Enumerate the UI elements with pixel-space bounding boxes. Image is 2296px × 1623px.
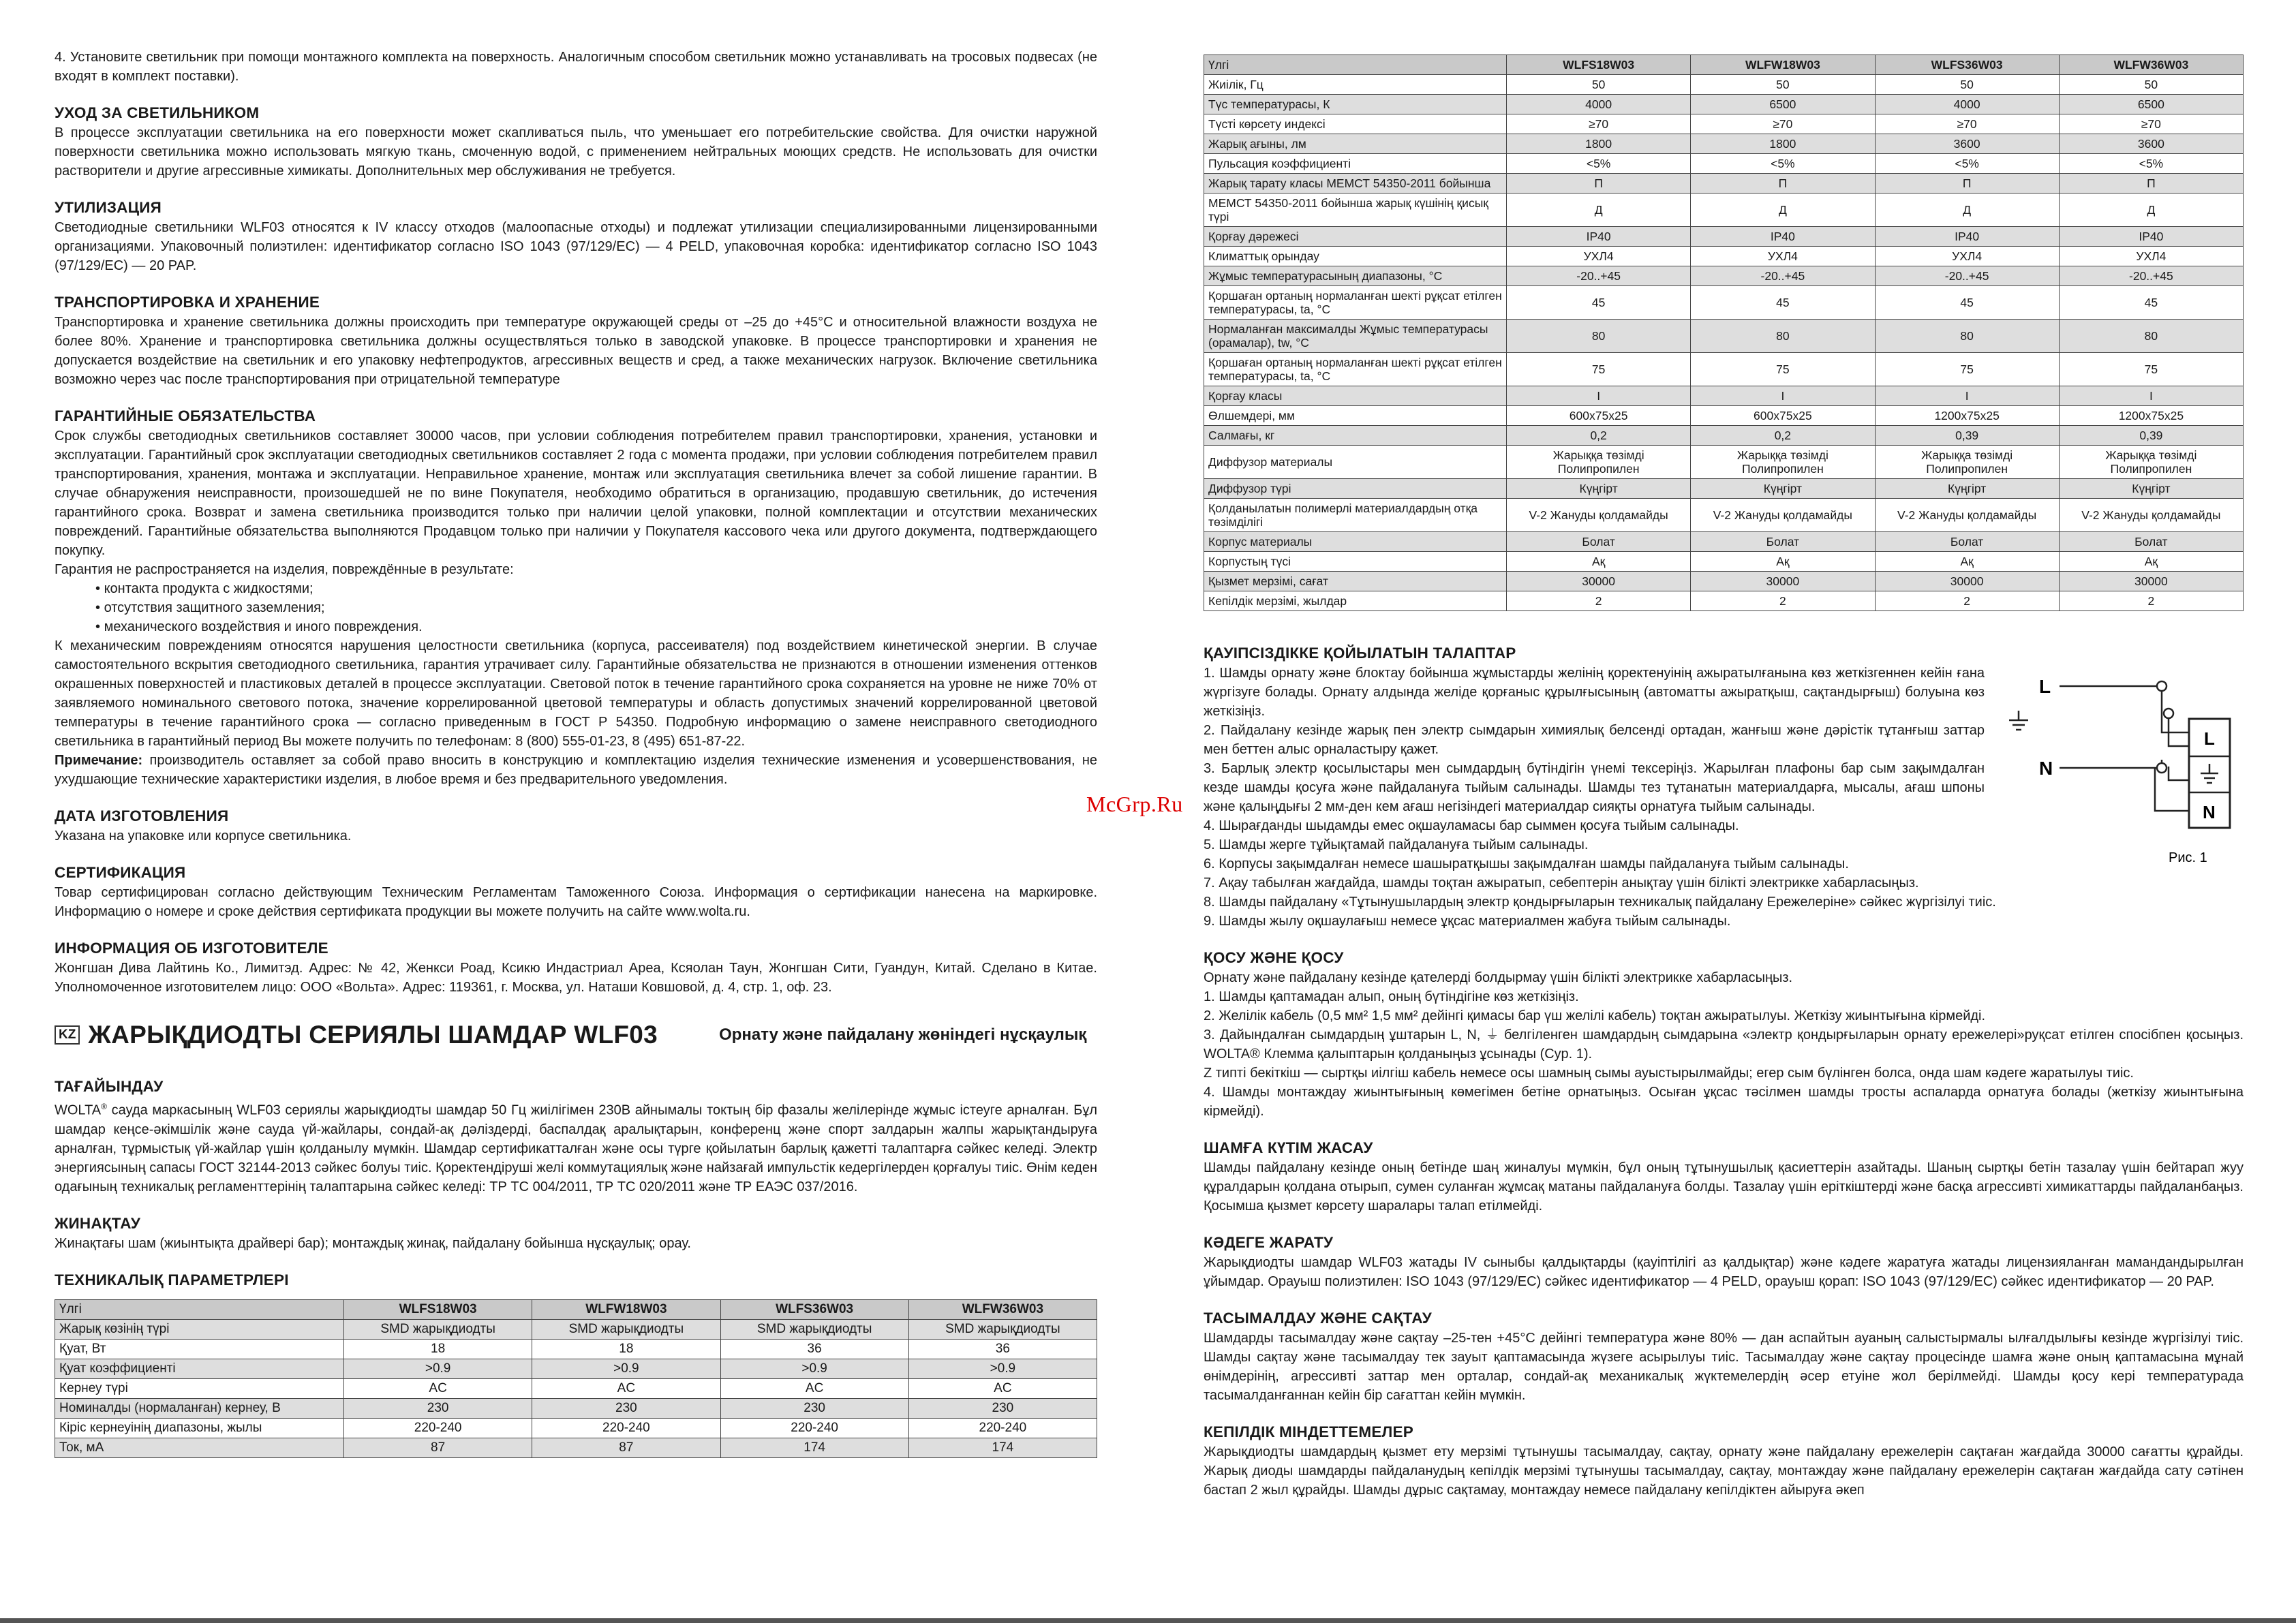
- list-item: Орнату және пайдалану кезінде қателерді болдырмау үшін білікті электрикке хабарласыңыз.: [1204, 970, 1793, 985]
- install-text: 4. Установите светильник при помощи монтажного комплекта на поверхность. Аналогичным способом светильник можно устанавливать на тросовых подвесах (не входят в комплект поставки).: [55, 50, 1097, 84]
- table-cell: 50: [2059, 75, 2243, 95]
- table-cell: Пульсация коэффициенті: [1204, 154, 1507, 174]
- table-cell: П: [1691, 174, 1875, 194]
- table-cell: Жарыққа төзімді Полипропилен: [2059, 446, 2243, 479]
- table-cell: -20..+45: [2059, 266, 2243, 286]
- table-header-row: [1204, 55, 2244, 75]
- watermark: McGrp.Ru: [1086, 792, 1183, 816]
- list-item: 7. Ақау табылған жағдайда, шамды тоқтан ажыратып, себептерін анықтау үшін білікті электрикке хабарласыңыз.: [1204, 876, 1919, 891]
- table-cell: 75: [2059, 353, 2243, 386]
- table-cell: Кернеу түрі: [55, 1378, 344, 1398]
- table-cell: Ақ: [1691, 552, 1875, 572]
- table-cell: SMD жарықдиодты: [720, 1319, 908, 1339]
- table-cell: 30000: [1875, 572, 2059, 591]
- table-cell: Жиілік, Гц: [1204, 75, 1507, 95]
- disposal-section: [55, 198, 1097, 275]
- table-cell: 2: [2059, 591, 2243, 611]
- warranty-text-2: Гарантия не распространяется на изделия, повреждённые в результате:: [55, 562, 514, 577]
- care-text-kz: Шамды пайдалану кезінде оның бетінде шаң жиналуы мүмкін, бұл оның тұтынушылық қасиеттерін азайтады. Шаның сыртқы бетін тазалау үшін бейтарап жуу құралдарын қолдана отырып, сумен суланған жұмсақ матаны пайдалануға болды. Тазалау үшін еріткіштерді және басқа агрессивті химикаттарды пайдаланбаңыз. Қосымша қызмет көрсету шаралары талап етілмейді.: [1204, 1160, 2244, 1214]
- table-cell: Диффузор материалы: [1204, 446, 1507, 479]
- list-item: 4. Шамды монтаждау жиынтығының көмегімен бетіне орнатыңыз. Осыған ұқсас тәсілмен шамды тросты аспаларда орнатуға болады (жеткізу жиынтығына кірмейді).: [1204, 1085, 2244, 1119]
- table-cell: 18: [344, 1339, 532, 1359]
- registered-mark: ®: [101, 1102, 107, 1111]
- wire-lines: [2060, 686, 2189, 811]
- warranty-heading-kz: КЕПІЛДІК МІНДЕТТЕМЕЛЕР: [1204, 1423, 1413, 1440]
- disposal-heading-kz: КӘДЕГЕ ЖАРАТУ: [1204, 1234, 1334, 1251]
- table-cell: Қоршаған ортаның нормаланған шекті рұқсат етілген температурасы, ta, °С: [1204, 353, 1507, 386]
- table-cell: V-2 Жануды қолдамайды: [1691, 499, 1875, 532]
- table-cell: 1800: [1507, 134, 1691, 154]
- manufacture-date-section: [55, 807, 1097, 846]
- table-cell: 220-240: [720, 1418, 908, 1438]
- table-cell: ≥70: [1507, 114, 1691, 134]
- table-cell: 80: [1875, 320, 2059, 353]
- table-cell: WLFW18W03: [532, 1299, 720, 1319]
- table-cell: SMD жарықдиодты: [908, 1319, 1097, 1339]
- table-cell: Климаттық орындау: [1204, 247, 1507, 266]
- tech-section: [55, 1271, 1097, 1458]
- safety-heading: ҚАУІПСІЗДІККЕ ҚОЙЫЛАТЫН ТАЛАПТАР: [1204, 645, 1516, 662]
- table-cell: Қолданылатын полимерлі материалдардың отқа төзімділігі: [1204, 499, 1507, 532]
- table-row: [1204, 266, 2244, 286]
- terminal-n-icon: [2157, 763, 2167, 773]
- table-cell: Жарыққа төзімді Полипропилен: [1507, 446, 1691, 479]
- list-item: 2. Желілік кабель (0,5 мм² 1,5 мм² дейінгі қимасы бар үш желілі кабель) тоқтан ажыратылуы. Жеткізу жиынтығына кірмейді.: [1204, 1008, 1986, 1023]
- table-cell: П: [1875, 174, 2059, 194]
- kz-header: [55, 1020, 1097, 1050]
- table-cell: 45: [1507, 286, 1691, 320]
- table-cell: -20..+45: [1507, 266, 1691, 286]
- table-cell: SMD жарықдиодты: [532, 1319, 720, 1339]
- table-row: [1204, 247, 2244, 266]
- table-cell: 18: [532, 1339, 720, 1359]
- table-cell: I: [1691, 386, 1875, 406]
- table-cell: Қорғау класы: [1204, 386, 1507, 406]
- table-cell: 0,2: [1507, 426, 1691, 446]
- table-cell: Салмағы, кг: [1204, 426, 1507, 446]
- table-cell: Үлгі: [55, 1299, 344, 1319]
- table-cell: I: [1875, 386, 2059, 406]
- table-cell: 3600: [1875, 134, 2059, 154]
- table-cell: 80: [2059, 320, 2243, 353]
- table-cell: WLFW36W03: [908, 1299, 1097, 1319]
- table-cell: Болат: [2059, 532, 2243, 552]
- disposal-heading: УТИЛИЗАЦИЯ: [55, 199, 162, 216]
- table-cell: 30000: [2059, 572, 2243, 591]
- table-cell: WLFS36W03: [1875, 55, 2059, 75]
- table-cell: Ақ: [2059, 552, 2243, 572]
- table-cell: 45: [2059, 286, 2243, 320]
- table-cell: Жарыққа төзімді Полипропилен: [1691, 446, 1875, 479]
- table-cell: SMD жарықдиодты: [344, 1319, 532, 1339]
- table-row: [55, 1418, 1097, 1438]
- note-label: Примечание:: [55, 753, 143, 768]
- table-row: [1204, 174, 2244, 194]
- note-text: производитель оставляет за собой право вносить в конструкцию и комплектацию изделия технические изменения и усовершенствования, не ухудшающие технические характеристики изделия, в любое время и без предварительного уведомления.: [55, 753, 1098, 787]
- transport-text: Транспортировка и хранение светильника должны происходить при температуре окружающей среды от –25 до +45°С и относительной влажности воздуха не более 80%. Хранение и транспортировка светильника должны осуществляться только в заводской упаковке. В процессе транспортировки и хранения не допускается воздействие на светильник и его упаковку нефтепродуктов, агрессивных веществ и сред, а также механических нагрузок. Включение светильника возможно через час после транспортирования при отрицательной температуре: [55, 315, 1097, 387]
- table-cell: Қызмет мерзімі, сағат: [1204, 572, 1507, 591]
- table-cell: Күңгірт: [2059, 479, 2243, 499]
- list-item: • контакта продукта с жидкостями;: [95, 579, 1097, 598]
- table-cell: 45: [1875, 286, 2059, 320]
- warranty-note: [55, 751, 1097, 789]
- manufacture-date-heading: ДАТА ИЗГОТОВЛЕНИЯ: [55, 807, 229, 824]
- table-cell: 50: [1507, 75, 1691, 95]
- table-cell: WLFS36W03: [720, 1299, 908, 1319]
- table-cell: 600x75x25: [1507, 406, 1691, 426]
- kit-text: Жинақтағы шам (жиынтықта драйвері бар); монтаждық жинақ, пайдалану бойынша нұсқаулық; орау.: [55, 1235, 691, 1251]
- warranty-section: [55, 407, 1097, 789]
- table-row: [1204, 479, 2244, 499]
- table-cell: Д: [1507, 194, 1691, 227]
- table-cell: 30000: [1691, 572, 1875, 591]
- disposal-text-kz: Жарықдиодты шамдар WLF03 жатады IV сыныбы қалдықтарды (қауіптілігі аз қалдықтар) және кәдеге жаратуға жатады лицензияланған мамандандырылған ұйымдар. Орауыш полиэтилен: ISO 1043 (97/129/EC) сәйкес идентификатор — 4 PELD, орауыш қорап: ISO 1043 (97/129/EC) сәйкес идентификатор — 20 PAP.: [1204, 1255, 2244, 1289]
- neutral-label: N: [2039, 758, 2053, 779]
- table-cell: УХЛ4: [1691, 247, 1875, 266]
- list-item: 2. Пайдалану кезінде жарық пен электр сымдарын химиялық белсенді ортадан, жанғыш және дәрістік тұтанғыш заттар мен беттен алыс орналастыру қажет.: [1204, 723, 1985, 757]
- table-row: [55, 1339, 1097, 1359]
- list-item: Z типті бекіткіш — сыртқы иілгіш кабель немесе осы шамның сымы ауыстырылмайды; егер сым бүлінген болса, онда шам кәдеге жаратылуы тиіс.: [1204, 1066, 2134, 1081]
- list-item: • отсутствия защитного заземления;: [95, 598, 1097, 617]
- line-label: L: [2039, 676, 2051, 697]
- table-cell: 6500: [2059, 95, 2243, 114]
- table-row: [1204, 572, 2244, 591]
- spec-table: [1204, 55, 2244, 611]
- table-cell: 230: [344, 1398, 532, 1418]
- table-cell: 6500: [1691, 95, 1875, 114]
- table-cell: I: [2059, 386, 2243, 406]
- certification-section: [55, 863, 1097, 921]
- transport-section: [55, 293, 1097, 389]
- connect-section: [1204, 948, 2244, 1121]
- purpose-section: [55, 1077, 1097, 1196]
- language-badge: KZ: [55, 1025, 80, 1045]
- kit-section: [55, 1214, 1097, 1253]
- list-item: 6. Корпусы зақымдалған немесе шашыратқышы зақымдалған шамды пайдалануға тыйым салынады.: [1204, 856, 1849, 871]
- table-cell: I: [1507, 386, 1691, 406]
- transport-text-kz: Шамдарды тасымалдау және сақтау –25-тен +45°С дейінгі температура және 80% — дан аспайтын ауаның салыстырмалы ылғалдылығы кезінде жүргізілуі тиіс. Шамды сақтау және тасымалдау тек зауыт қаптамасында жүзеге асырылуы тиіс. Тасымалдау және сақтау процесінде шамға және оның қаптамасына мұнай өнімдерінің, агрессивті заттар мен орталар, сондай-ақ механикалық жүктемелердің әсер етуіне жол берілмейді. Шамды қосу кері температурада тасымалданғаннан кейін бір сағаттан кейін мүмкін.: [1204, 1331, 2244, 1403]
- table-cell: Жарық ағыны, лм: [1204, 134, 1507, 154]
- list-item: 1. Шамды орнату және блоктау бойынша жұмыстарды желінің қоректенуінің ажыратылғанына көз жеткізгеннен кейін ғана жүргізуге болады. Орнату алдында желіде қорғаныс құрылғысының (автоматты ажыратқыш, сақтандырғыш) болуына көз жеткізіңіз.: [1204, 666, 1985, 719]
- table-cell: WLFW18W03: [1691, 55, 1875, 75]
- table-row: [1204, 227, 2244, 247]
- table-cell: Д: [1691, 194, 1875, 227]
- ground-icon: [2009, 711, 2028, 730]
- list-item: 8. Шамды пайдалану «Тұтынушылардың электр қондырғыларын техникалық пайдалану Ережелеріне» сәйкес жүргізілуі тиіс.: [1204, 895, 1996, 910]
- care-section-kz: [1204, 1139, 2244, 1216]
- table-cell: 230: [908, 1398, 1097, 1418]
- kz-title: ЖАРЫҚДИОДТЫ СЕРИЯЛЫ ШАМДАР WLF03: [88, 1021, 658, 1049]
- certification-text: Товар сертифицирован согласно действующим Техническим Регламентам Таможенного Союза. Информация о сертификации нанесена на маркировке. Информацию о номере и сроке действия сертификата продукции вы можете получить на сайте www.wolta.ru.: [55, 885, 1097, 919]
- table-cell: Жарыққа төзімді Полипропилен: [1875, 446, 2059, 479]
- purpose-heading: ТАҒАЙЫНДАУ: [55, 1078, 164, 1095]
- table-row: [1204, 75, 2244, 95]
- right-column: [1204, 55, 2244, 1517]
- table-cell: -20..+45: [1691, 266, 1875, 286]
- terminal-ground-icon: [2164, 709, 2173, 718]
- table-cell: 75: [1507, 353, 1691, 386]
- warranty-heading: ГАРАНТИЙНЫЕ ОБЯЗАТЕЛЬСТВА: [55, 407, 316, 424]
- table-cell: Қуат, Вт: [55, 1339, 344, 1359]
- table-row: [55, 1398, 1097, 1418]
- table-cell: 1800: [1691, 134, 1875, 154]
- table-row: [55, 1438, 1097, 1457]
- purpose-body: сауда маркасының WLF03 сериялы жарықдиодты шамдар 50 Гц жиілігімен 230В айнымалы токтың бір фазалы желілерінде жұмыс істеуге арналған. Бұл шамдар кеңсе-әкімшілік және сауда үй-жайлары, сондай-ақ дәліздерді, баспалдақ аралықтарын, конференц және спорт залдарын жалпы жарықтандыруға арналған, тұрмыстық үй-жайлар үшін қолданылу мүмкін. Шамдар сертификатталған және осы түрге қойылатын барлық қажетті талаптарға сәйкес келеді. Электр энергиясының сапасы ГОСТ 32144-2013 сәйкес болуы тиіс. Қоректендіруші желі коммутациялық және найзағай импульстік кедергілерден қорғалуы тиіс. Өнім кеден одағының техникалық регламенттерінің талаптарына сәйкес келеді: ТР ТС 004/2011, ТР ТС 020/2011 және ТР ЕАЭС 037/2016.: [55, 1102, 1097, 1194]
- table-cell: Жарық көзінің түрі: [55, 1319, 344, 1339]
- table-cell: УХЛ4: [2059, 247, 2243, 266]
- table-cell: Кіріс кернеуінің диапазоны, жылы: [55, 1418, 344, 1438]
- table-row: [1204, 353, 2244, 386]
- table-row: [1204, 286, 2244, 320]
- table-cell: WLFS18W03: [344, 1299, 532, 1319]
- table-cell: Өлшемдері, мм: [1204, 406, 1507, 426]
- table-cell: УХЛ4: [1875, 247, 2059, 266]
- certification-heading: СЕРТИФИКАЦИЯ: [55, 864, 186, 881]
- safety-section: [1204, 644, 2244, 931]
- table-cell: IP40: [1691, 227, 1875, 247]
- table-cell: V-2 Жануды қолдамайды: [2059, 499, 2243, 532]
- table-row: [1204, 320, 2244, 353]
- table-cell: 75: [1875, 353, 2059, 386]
- table-cell: IP40: [1875, 227, 2059, 247]
- tech-heading: ТЕХНИКАЛЫҚ ПАРАМЕТРЛЕРІ: [55, 1271, 289, 1288]
- table-cell: Диффузор түрі: [1204, 479, 1507, 499]
- manufacturer-text: Жонгшан Дива Лайтинь Ко., Лимитэд. Адрес: № 42, Женкси Роад, Ксикю Индастриал Ареа, Ксяолан Таун, Жонгшан Сити, Гуандун, Китай. Сделано в Китае. Уполномоченное изготовителем лицо: ООО «Вольта». Адрес: 119361, г. Москва, ул. Наташи Ковшовой, д. 4, стр. 1, оф. 23.: [55, 961, 1097, 995]
- table-cell: 2: [1691, 591, 1875, 611]
- table-cell: 4000: [1875, 95, 2059, 114]
- table-cell: ≥70: [1691, 114, 1875, 134]
- table-cell: Қорғау дәрежесі: [1204, 227, 1507, 247]
- terminal-l-label: L: [2204, 728, 2215, 749]
- table-cell: Д: [2059, 194, 2243, 227]
- table-row: [1204, 426, 2244, 446]
- table-row: [55, 1378, 1097, 1398]
- list-item: 9. Шамды жылу оқшаулағыш немесе ұқсас материалмен жабуға тыйым салынады.: [1204, 914, 1731, 929]
- table-cell: <5%: [2059, 154, 2243, 174]
- table-cell: WLFS18W03: [1507, 55, 1691, 75]
- table-cell: УХЛ4: [1507, 247, 1691, 266]
- warranty-text-3: К механическим повреждениям относятся нарушения целостности светильника (корпуса, рассеивателя) под воздействием кинетической энергии. В случае самостоятельного вскрытия светодиодного светильника, гарантия утрачивает силу. Гарантийные обязательства не признаются в отношении изменения оттенков окрашенных поверхностей и пластиковых деталей в процессе эксплуатации. Световой поток в течение гарантийного срока сохраняется на уровне не ниже 70% от заявляемого номинального светового потока, значение коррелированной цветовой температуры и область допустимых значений коррелированной цветовой температуры в течение гарантийного срока — согласно приведенным в ГОСТ Р 54350. Подробную информацию о замене неисправного светодиодного светильника в гарантийный период Вы можете получить по телефонам: 8 (800) 555-01-23, 8 (495) 651-87-22.: [55, 638, 1097, 749]
- table-cell: V-2 Жануды қолдамайды: [1507, 499, 1691, 532]
- table-cell: 4000: [1507, 95, 1691, 114]
- kit-heading: ЖИНАҚТАУ: [55, 1214, 141, 1232]
- table-cell: Болат: [1875, 532, 2059, 552]
- table-cell: >0.9: [344, 1359, 532, 1378]
- table-row: [1204, 95, 2244, 114]
- care-heading-kz: ШАМҒА КҮТІМ ЖАСАУ: [1204, 1139, 1373, 1156]
- list-item: 4. Шырағданды шыдамды емес оқшауламасы бар сыммен қосуға тыйым салынады.: [1204, 818, 1739, 833]
- table-cell: ≥70: [2059, 114, 2243, 134]
- manufacturer-section: [55, 939, 1097, 997]
- table-cell: Нормаланған максималды Жұмыс температурасы (орамалар), tw, °С: [1204, 320, 1507, 353]
- table-cell: 1200x75x25: [2059, 406, 2243, 426]
- table-cell: 87: [532, 1438, 720, 1457]
- care-text: В процессе эксплуатации светильника на его поверхности может скапливаться пыль, что уменьшает его потребительские свойства. Для очистки наружной поверхности светильника можно использовать мягкую ткань, смоченную водой, с применением нейтральных моющих средств. Не использовать для очистки растворители и другие агрессивные химикаты. Дополнительных мер обслуживания не требуется.: [55, 125, 1097, 179]
- table-cell: Түс температурасы, К: [1204, 95, 1507, 114]
- table-cell: <5%: [1691, 154, 1875, 174]
- left-column: [55, 48, 1097, 1458]
- table-cell: Корпустың түсі: [1204, 552, 1507, 572]
- table-cell: >0.9: [720, 1359, 908, 1378]
- table-row: [1204, 386, 2244, 406]
- table-cell: Корпус материалы: [1204, 532, 1507, 552]
- table-cell: ≥70: [1875, 114, 2059, 134]
- table-cell: Д: [1875, 194, 2059, 227]
- table-cell: П: [1507, 174, 1691, 194]
- table-cell: 220-240: [344, 1418, 532, 1438]
- kz-subtitle: Орнату және пайдалану жөніндегі нұсқаулық: [719, 1025, 1087, 1044]
- table-cell: 30000: [1507, 572, 1691, 591]
- table-cell: <5%: [1507, 154, 1691, 174]
- table-row: [1204, 532, 2244, 552]
- table-cell: V-2 Жануды қолдамайды: [1875, 499, 2059, 532]
- list-item: • механического воздействия и иного повреждения.: [95, 617, 1097, 636]
- table-cell: Ток, мА: [55, 1438, 344, 1457]
- table-cell: 600x75x25: [1691, 406, 1875, 426]
- table-cell: МЕМСТ 54350-2011 бойынша жарық күшінің қисық түрі: [1204, 194, 1507, 227]
- table-cell: IP40: [2059, 227, 2243, 247]
- transport-heading-kz: ТАСЫМАЛДАУ ЖӘНЕ САҚТАУ: [1204, 1310, 1432, 1327]
- table-cell: 80: [1691, 320, 1875, 353]
- table-cell: Күңгірт: [1875, 479, 2059, 499]
- table-row: [1204, 114, 2244, 134]
- tech-table: [55, 1299, 1097, 1458]
- list-item: 5. Шамды жерге тұйықтамай пайдалануға тыйым салынады.: [1204, 837, 1589, 852]
- table-cell: 220-240: [908, 1418, 1097, 1438]
- connect-heading: ҚОСУ ЖӘНЕ ҚОСУ: [1204, 949, 1344, 966]
- table-cell: 2: [1507, 591, 1691, 611]
- table-cell: AC: [908, 1378, 1097, 1398]
- manufacturer-heading: ИНФОРМАЦИЯ ОБ ИЗГОТОВИТЕЛЕ: [55, 940, 328, 957]
- table-row: [1204, 134, 2244, 154]
- purpose-text: [55, 1097, 1097, 1196]
- list-item: 1. Шамды қаптамадан алып, оның бүтіндігіне көз жеткізіңіз.: [1204, 989, 1579, 1004]
- list-item: 3. Барлық электр қосылыстары мен сымдардың бүтіндігін үнемі тексеріңіз. Жарылған плафоны бар сым зақымдалған кезде шамды қосуға және пайдалануға тыйым салынады. Шамды тез тұтанатын материалдарға, мысалы, ағаш шпоны және қалыңдығы 2 мм-ден кем ағаш негізіндегі материалдар сияқты орнатуға тыйым салынады.: [1204, 761, 1985, 814]
- table-cell: Қоршаған ортаның нормаланған шекті рұқсат етілген температурасы, ta, °С: [1204, 286, 1507, 320]
- table-cell: AC: [532, 1378, 720, 1398]
- table-cell: 230: [532, 1398, 720, 1418]
- table-cell: -20..+45: [1875, 266, 2059, 286]
- warranty-text-kz: Жарықдиодты шамдардың қызмет ету мерзімі тұтынушы тасымалдау, сақтау, орнату және пайдалану ережелерін сақтаған жағдайда 30000 сағатты құрайды. Жарық диоды шамдарды пайдаланудың кепілдік мерзімі тұтынушы тасымалдау, сақтау, монтаждау және пайдалану ережелерін сақтаған жағдайда сату сәтінен бастап 2 жыл құрайды. Шамды дұрыс сақтамау, монтаждау немесе пайдалану кепілдіктен айыруға әкеп: [1204, 1444, 2244, 1498]
- table-cell: Күңгірт: [1691, 479, 1875, 499]
- table-cell: 0,39: [2059, 426, 2243, 446]
- table-cell: 174: [720, 1438, 908, 1457]
- table-cell: 80: [1507, 320, 1691, 353]
- brand-name: WOLTA: [55, 1102, 102, 1118]
- table-cell: 2: [1875, 591, 2059, 611]
- transport-heading: ТРАНСПОРТИРОВКА И ХРАНЕНИЕ: [55, 294, 320, 311]
- table-row: [1204, 446, 2244, 479]
- table-cell: <5%: [1875, 154, 2059, 174]
- table-cell: Жұмыс температурасының диапазоны, °С: [1204, 266, 1507, 286]
- table-cell: AC: [344, 1378, 532, 1398]
- table-cell: 75: [1691, 353, 1875, 386]
- table-cell: Үлгі: [1204, 55, 1507, 75]
- care-heading: УХОД ЗА СВЕТИЛЬНИКОМ: [55, 104, 260, 121]
- disposal-section-kz: [1204, 1233, 2244, 1291]
- table-cell: Күңгірт: [1507, 479, 1691, 499]
- table-cell: Жарық тарату класы МЕМСТ 54350-2011 бойынша: [1204, 174, 1507, 194]
- install-section: [55, 48, 1097, 86]
- table-cell: Болат: [1507, 532, 1691, 552]
- table-cell: Ақ: [1507, 552, 1691, 572]
- footer-line: [0, 1618, 2296, 1623]
- table-cell: 3600: [2059, 134, 2243, 154]
- table-cell: IP40: [1507, 227, 1691, 247]
- table-row: [1204, 552, 2244, 572]
- table-cell: Түсті көрсету индексі: [1204, 114, 1507, 134]
- manufacture-date-text: Указана на упаковке или корпусе светильника.: [55, 829, 352, 844]
- table-row: [1204, 154, 2244, 174]
- table-cell: >0.9: [532, 1359, 720, 1378]
- table-cell: Номиналды (нормаланған) кернеу, В: [55, 1398, 344, 1418]
- disposal-text: Светодиодные светильники WLF03 относятся к IV классу отходов (малоопасные отходы) и подлежат утилизации специализированными лицензированными организациями. Упаковочный полиэтилен: идентификатор согласно ISO 1043 (97/129/EC) — 4 PELD, упаковочная коробка: идентификатор согласно ISO 1043 (97/129/EC) — 20 PAP.: [55, 220, 1097, 273]
- table-cell: Қуат коэффициенті: [55, 1359, 344, 1378]
- warranty-text-1: Срок службы светодиодных светильников составляет 30000 часов, при условии соблюдения потребителем правил транспортировки, хранения, установки и эксплуатации. Гарантийный срок эксплуатации светодиодных светильников составляет 2 года с момента продажи, при условии соблюдения потребителем правил транспортирования, хранения, монтажа и эксплуатации. Неправильное хранение, монтаж или эксплуатация светильника влечет за собой лишение гарантии. В случае обнаружения неисправности, произошедшей не по вине Покупателя, необходимо обратиться в организацию, продавшую светильник, до истечения гарантийного срока. Возврат и замена светильника производится только при наличии целой упаковки, полной комплектации и отсутствии механических повреждений. Гарантийные обязательства выполняются Продавцом только при наличии у Покупателя кассового чека или другого документа, подтверждающего покупку.: [55, 429, 1097, 558]
- table-row: [1204, 591, 2244, 611]
- table-cell: AC: [720, 1378, 908, 1398]
- table-cell: 230: [720, 1398, 908, 1418]
- table-row: [1204, 499, 2244, 532]
- table-header-row: [55, 1299, 1097, 1319]
- table-row: [55, 1319, 1097, 1339]
- table-row: [1204, 194, 2244, 227]
- table-cell: 0,2: [1691, 426, 1875, 446]
- warranty-exclusions-list: [95, 579, 1097, 636]
- table-row: [1204, 406, 2244, 426]
- table-cell: Ақ: [1875, 552, 2059, 572]
- transport-section-kz: [1204, 1309, 2244, 1405]
- table-cell: 36: [908, 1339, 1097, 1359]
- figure-caption: Рис. 1: [2169, 850, 2207, 865]
- table-cell: П: [2059, 174, 2243, 194]
- table-row: [55, 1359, 1097, 1378]
- terminal-l-icon: [2157, 681, 2167, 691]
- table-cell: >0.9: [908, 1359, 1097, 1378]
- list-item: 3. Дайындалған сымдардың ұштарын L, N, ⏚ белгіленген шамдардың сымдарына «электр қондырғыларын орнату ережелері»руқсат етілген спосібпен қосыңыз. WOLTA® Клемма қалыптарын қолданыңыз ұсынады (Сур. 1).: [1204, 1027, 2244, 1062]
- table-cell: 220-240: [532, 1418, 720, 1438]
- table-cell: 87: [344, 1438, 532, 1457]
- table-cell: Кепілдік мерзімі, жылдар: [1204, 591, 1507, 611]
- terminal-n-label: N: [2203, 802, 2216, 822]
- table-cell: 0,39: [1875, 426, 2059, 446]
- table-cell: 50: [1691, 75, 1875, 95]
- table-cell: WLFW36W03: [2059, 55, 2243, 75]
- table-cell: Болат: [1691, 532, 1875, 552]
- table-cell: 45: [1691, 286, 1875, 320]
- care-section: [55, 104, 1097, 181]
- warranty-section-kz: [1204, 1423, 2244, 1500]
- table-cell: 1200x75x25: [1875, 406, 2059, 426]
- table-cell: 174: [908, 1438, 1097, 1457]
- table-cell: 36: [720, 1339, 908, 1359]
- wiring-diagram: [1998, 664, 2244, 869]
- table-cell: 50: [1875, 75, 2059, 95]
